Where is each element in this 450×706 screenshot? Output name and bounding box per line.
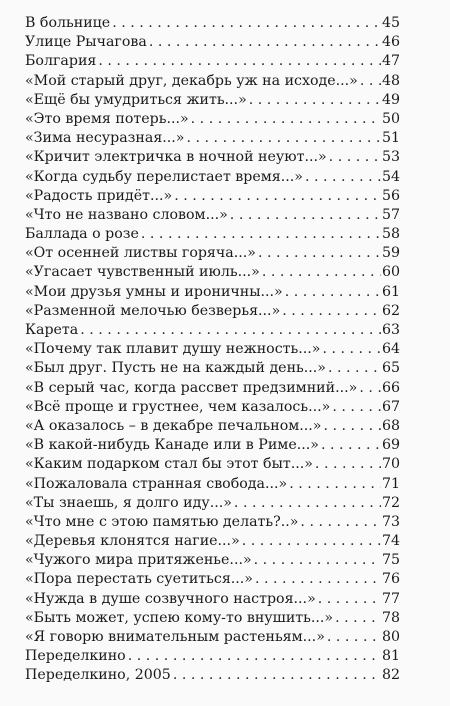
- toc-entry-title: «В серый час, когда рассвет предзимний...»: [25, 379, 358, 396]
- toc-entry-title: «Мой старый друг, декабрь уж на исходе...»: [25, 72, 358, 89]
- dot-leader: [318, 590, 381, 609]
- toc-entry-title: «Мои друзья умны и ироничны...»: [25, 283, 283, 300]
- dot-leader: [329, 148, 381, 167]
- toc-entry-page-number: 69: [381, 437, 400, 454]
- toc-entry-title: «Деревья клонятся нагие...»: [25, 533, 240, 550]
- toc-entry: [25, 475, 400, 494]
- dot-leader: [234, 494, 381, 513]
- dot-leader: [315, 455, 381, 474]
- toc-entry: [25, 321, 400, 340]
- toc-entry-page-number: 75: [381, 552, 400, 569]
- toc-entry-title: «Что не названо словом...»: [25, 206, 228, 223]
- toc-entry-page-number: 67: [381, 398, 400, 415]
- toc-entry-title: «Это время потерь...»: [25, 110, 189, 127]
- dot-leader: [289, 475, 381, 494]
- dot-leader: [191, 110, 381, 129]
- toc-entry: [25, 33, 400, 52]
- toc-entry-title: «Зима несуразная...»: [25, 130, 185, 147]
- toc-entry-title: «От осенней листвы горяча...»: [25, 245, 256, 262]
- toc-entry-page-number: 64: [381, 341, 400, 358]
- toc-entry-page-number: 73: [381, 513, 400, 530]
- dot-leader: [141, 225, 381, 244]
- toc-entry: [25, 91, 400, 110]
- toc-entry: [25, 398, 400, 417]
- toc-entry: [25, 359, 400, 378]
- toc-entry: [25, 302, 400, 321]
- toc-entry-page-number: 74: [381, 533, 400, 550]
- dot-leader: [328, 359, 381, 378]
- dot-leader: [173, 666, 381, 685]
- toc-entry: [25, 494, 400, 513]
- toc-entry: [25, 551, 400, 570]
- toc-entry-page-number: 51: [381, 130, 400, 147]
- toc-entry-title: «Каким подарком стал бы этот быт...»: [25, 456, 313, 473]
- toc-entry-title: Переделкино, 2005: [25, 667, 171, 684]
- toc-entry-page-number: 80: [381, 629, 400, 645]
- dot-leader: [112, 14, 381, 33]
- toc-entry-page-number: 48: [381, 72, 400, 89]
- dot-leader: [332, 398, 381, 417]
- dot-leader: [255, 570, 381, 589]
- toc-entry-title: «Был друг. Пусть не на каждый день...»: [25, 360, 326, 377]
- toc-entry: [25, 206, 400, 225]
- toc-entry-title: «Радость придёт...»: [25, 187, 173, 204]
- toc-entry: [25, 72, 400, 91]
- toc-entry: [25, 455, 400, 474]
- toc-entry-page-number: 45: [381, 15, 400, 31]
- toc-entry: [25, 225, 400, 244]
- toc-entry-page-number: 60: [381, 264, 400, 281]
- toc-entry-title: «В какой-нибудь Канаде или в Риме...»: [25, 437, 319, 454]
- dot-leader: [321, 436, 381, 455]
- dot-leader: [322, 340, 381, 359]
- toc-entry-page-number: 72: [381, 494, 400, 511]
- toc-entry: [25, 590, 400, 609]
- toc-entry-title: «Когда судьбу перелистает время...»: [25, 168, 303, 185]
- toc-entry: [25, 14, 400, 33]
- dot-leader: [300, 513, 381, 532]
- toc-entry-page-number: 77: [381, 590, 400, 607]
- toc-entry: [25, 666, 400, 685]
- toc-entry-title: «Я говорю внимательным растеньям...»: [25, 629, 325, 645]
- toc-entry-title: «Что мне с этою памятью делать?..»: [25, 513, 299, 530]
- dot-leader: [305, 168, 381, 187]
- toc-entry: [25, 436, 400, 455]
- toc-entry-title: «Чужого мира притяженье...»: [25, 552, 252, 569]
- dot-leader: [262, 263, 381, 282]
- toc-entry-title: Улице Рычагова: [25, 34, 147, 51]
- dot-leader: [149, 33, 381, 52]
- toc-entry-page-number: 54: [381, 168, 400, 185]
- toc-entry-page-number: 63: [381, 322, 400, 338]
- dot-leader: [174, 187, 381, 206]
- toc-entry-title: «Разменной мелочью безверья...»: [25, 302, 281, 319]
- dot-leader: [186, 129, 380, 148]
- toc-entry: [25, 148, 400, 167]
- toc-entry-page-number: 49: [381, 91, 400, 108]
- toc-entry-title: Переделкино: [25, 648, 126, 665]
- toc-entry-page-number: 82: [381, 667, 400, 684]
- toc-entry: [25, 283, 400, 302]
- toc-entry-page-number: 65: [381, 360, 400, 377]
- toc-entry-page-number: 58: [381, 226, 400, 243]
- toc-entry: [25, 52, 400, 71]
- toc-entry-page-number: 61: [381, 283, 400, 300]
- toc-list: [25, 14, 400, 686]
- toc-entry-page-number: 56: [381, 187, 400, 204]
- toc-entry-title: «Пожаловала странная свобода...»: [25, 475, 288, 492]
- dot-leader: [249, 91, 381, 110]
- toc-entry-title: «А оказалось – в декабре печальном...»: [25, 417, 322, 434]
- toc-entry-page-number: 71: [381, 475, 400, 492]
- toc-entry-title: «Ты знаешь, я долго иду...»: [25, 494, 232, 511]
- dot-leader: [80, 321, 381, 340]
- dot-leader: [242, 532, 381, 551]
- dot-leader: [258, 244, 381, 263]
- toc-entry-title: Баллада о розе: [25, 226, 139, 243]
- toc-entry-title: «Кричит электричка в ночной неуют...»: [25, 149, 327, 166]
- toc-entry-page-number: 47: [381, 53, 400, 70]
- toc-entry: [25, 379, 400, 398]
- toc-entry-title: «Быть может, успею кому-то внушить...»: [25, 609, 334, 626]
- toc-entry: [25, 263, 400, 282]
- toc-entry: [25, 244, 400, 263]
- toc-entry: [25, 532, 400, 551]
- toc-entry-page-number: 62: [381, 302, 400, 319]
- toc-entry-page-number: 78: [381, 609, 400, 626]
- toc-entry-page-number: 46: [381, 34, 400, 51]
- toc-entry-title: «Нужда в душе созвучного настроя...»: [25, 590, 316, 607]
- toc-entry: [25, 647, 400, 666]
- toc-entry: [25, 110, 400, 129]
- toc-entry-page-number: 81: [381, 648, 400, 665]
- toc-entry: [25, 513, 400, 532]
- toc-entry-title: «Угасает чувственный июль...»: [25, 264, 260, 281]
- toc-entry-page-number: 50: [381, 110, 400, 127]
- dot-leader: [98, 52, 381, 71]
- dot-leader: [359, 379, 381, 398]
- toc-entry-page-number: 53: [381, 149, 400, 166]
- dot-leader: [360, 72, 381, 91]
- toc-entry: [25, 129, 400, 148]
- dot-leader: [230, 206, 381, 225]
- toc-entry: [25, 609, 400, 628]
- toc-entry-page-number: 70: [381, 456, 400, 473]
- toc-entry: [25, 340, 400, 359]
- toc-entry-title: «Всё проще и грустнее, чем казалось...»: [25, 398, 331, 415]
- toc-entry: [25, 417, 400, 436]
- toc-entry-page-number: 66: [381, 379, 400, 396]
- toc-entry-title: «Ещё бы умудриться жить...»: [25, 91, 247, 108]
- toc-entry-title: «Пора перестать суетиться...»: [25, 571, 253, 588]
- toc-entry: [25, 570, 400, 589]
- toc-entry-page-number: 59: [381, 245, 400, 262]
- toc-entry-page-number: 68: [381, 417, 400, 434]
- toc-entry-title: Карета: [25, 322, 79, 338]
- dot-leader: [282, 302, 381, 321]
- dot-leader: [324, 417, 381, 436]
- toc-entry-page-number: 57: [381, 206, 400, 223]
- toc-entry: [25, 187, 400, 206]
- toc-entry-title: «Почему так плавит душу нежность...»: [25, 341, 321, 358]
- dot-leader: [254, 551, 381, 570]
- dot-leader: [285, 283, 381, 302]
- toc-entry: [25, 168, 400, 187]
- dot-leader: [128, 647, 381, 666]
- toc-entry-title: В больнице: [25, 15, 111, 31]
- toc-entry-title: Болгария: [25, 53, 97, 70]
- toc-entry: [25, 628, 400, 647]
- toc-entry-page-number: 76: [381, 571, 400, 588]
- dot-leader: [327, 628, 381, 647]
- dot-leader: [335, 609, 381, 628]
